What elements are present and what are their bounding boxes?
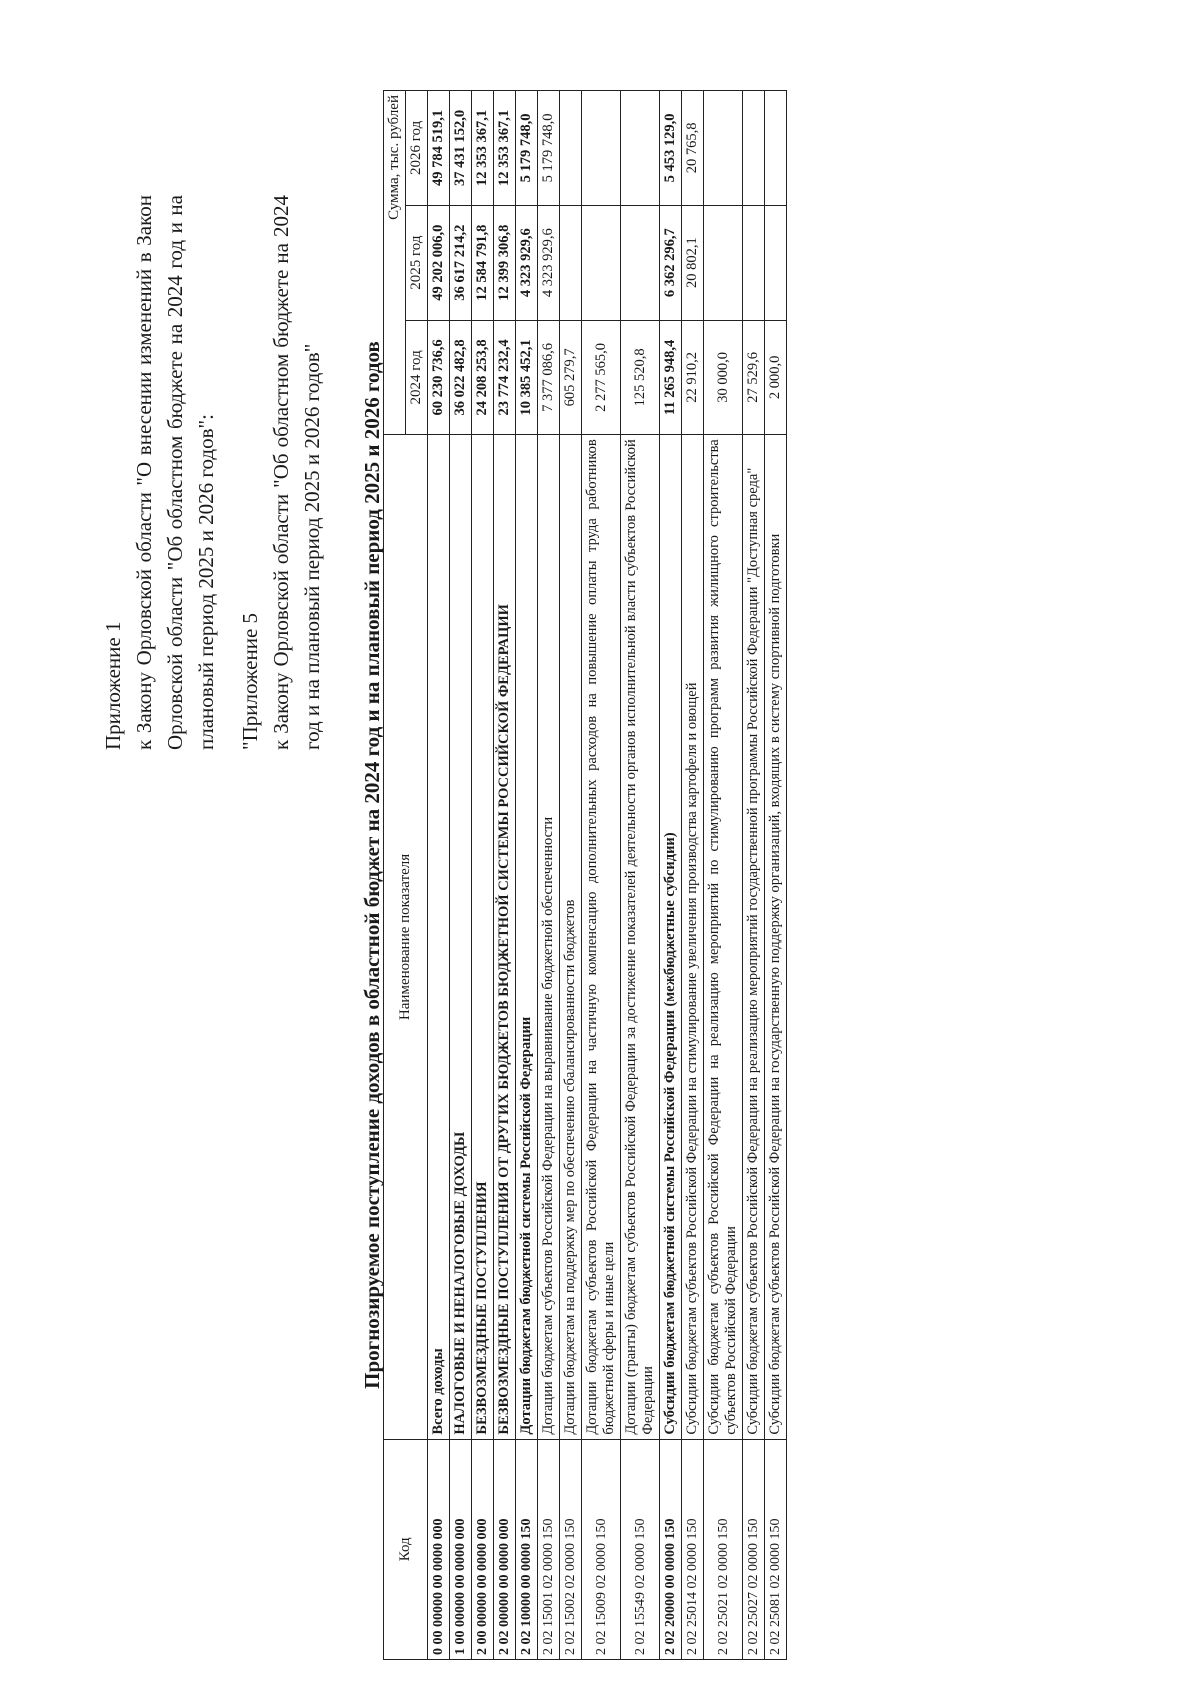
table-row xyxy=(450,91,472,1660)
table-cell-name: Субсидии бюджетам субъектов Российской Федерации на реализацию мероприятий государственной программы Российской Федерации "Доступная среда" xyxy=(743,435,765,1439)
table-cell-name: Дотации бюджетам субъектов Российской Федерации на выравнивание бюджетной обеспеченности xyxy=(538,435,560,1439)
table-header-row xyxy=(384,91,406,1660)
table-cell-2025 xyxy=(765,205,787,320)
table-cell-code: 2 00 00000 00 0000 000 xyxy=(472,1439,494,1659)
table-cell-2024: 10 385 452,1 xyxy=(516,320,538,435)
table-cell-2026 xyxy=(582,91,621,206)
header-year-2025: 2025 год xyxy=(406,205,428,320)
table-cell-name: Субсидии бюджетам субъектов Российской Федерации на государственную поддержку организаций, входящих в систему спортивной подготовки xyxy=(765,435,787,1439)
table-cell-code: 2 02 15001 02 0000 150 xyxy=(538,1439,560,1659)
table-cell-2026 xyxy=(704,91,743,206)
document-title: Прогнозируемое поступление доходов в областной бюджет на 2024 год и на плановый период 2025 и 2026 годов xyxy=(360,341,384,1389)
header-sum: Сумма, тыс. рублей xyxy=(384,91,406,435)
table-cell-2026: 5 179 748,0 xyxy=(538,91,560,206)
table-cell-2024: 27 529,6 xyxy=(743,320,765,435)
table-cell-2024: 36 022 482,8 xyxy=(450,320,472,435)
table-cell-2025: 12 399 306,8 xyxy=(494,205,516,320)
table-row xyxy=(743,91,765,1660)
table-row xyxy=(538,91,560,1660)
table-cell-name: БЕЗВОЗМЕЗДНЫЕ ПОСТУПЛЕНИЯ ОТ ДРУГИХ БЮДЖЕТОВ БЮДЖЕТНОЙ СИСТЕМЫ РОССИЙСКОЙ ФЕДЕРАЦИИ xyxy=(494,435,516,1439)
table-cell-2024: 22 910,2 xyxy=(682,320,704,435)
table-row xyxy=(494,91,516,1660)
table-row xyxy=(704,91,743,1660)
table-row xyxy=(765,91,787,1660)
table-row xyxy=(428,91,450,1660)
table-cell-name: Субсидии бюджетам субъектов Российской Федерации на стимулирование увеличения производства картофеля и овощей xyxy=(682,435,704,1439)
table-row xyxy=(682,91,704,1660)
table-cell-2026: 12 353 367,1 xyxy=(472,91,494,206)
table-row xyxy=(582,91,621,1660)
table-cell-code: 1 00 00000 00 0000 000 xyxy=(450,1439,472,1659)
table-cell-code: 0 00 00000 00 0000 000 xyxy=(428,1439,450,1659)
table-cell-2026: 5 453 129,0 xyxy=(660,91,682,206)
appendix-5-title: "Приложение 5 xyxy=(238,612,262,750)
table-cell-2026 xyxy=(621,91,660,206)
header-year-2024: 2024 год xyxy=(406,320,428,435)
table-row xyxy=(660,91,682,1660)
table-cell-code: 2 02 20000 00 0000 150 xyxy=(660,1439,682,1659)
table-cell-name: Всего доходы xyxy=(428,435,450,1439)
revenue-table xyxy=(383,90,787,1660)
table-cell-2024: 23 774 232,4 xyxy=(494,320,516,435)
table-cell-name: НАЛОГОВЫЕ И НЕНАЛОГОВЫЕ ДОХОДЫ xyxy=(450,435,472,1439)
table-cell-code: 2 02 25081 02 0000 150 xyxy=(765,1439,787,1659)
table-cell-2025 xyxy=(560,205,582,320)
table-row xyxy=(472,91,494,1660)
table-cell-2025 xyxy=(704,205,743,320)
table-cell-2024: 2 277 565,0 xyxy=(582,320,621,435)
table-cell-code: 2 02 15002 02 0000 150 xyxy=(560,1439,582,1659)
table-row xyxy=(560,91,582,1660)
table-cell-2024: 60 230 736,6 xyxy=(428,320,450,435)
table-cell-2025: 12 584 791,8 xyxy=(472,205,494,320)
table-cell-2026: 37 431 152,0 xyxy=(450,91,472,206)
table-cell-2026: 12 353 367,1 xyxy=(494,91,516,206)
table-cell-2026: 5 179 748,0 xyxy=(516,91,538,206)
table-cell-2025: 20 802,1 xyxy=(682,205,704,320)
appendix-1-title: Приложение 1 xyxy=(101,621,125,750)
table-cell-2024: 7 377 086,6 xyxy=(538,320,560,435)
table-cell-2025 xyxy=(582,205,621,320)
table-cell-2024: 24 208 253,8 xyxy=(472,320,494,435)
table-cell-2025: 4 323 929,6 xyxy=(538,205,560,320)
document-header xyxy=(60,70,324,1660)
table-cell-2024: 125 520,8 xyxy=(621,320,660,435)
table-cell-code: 2 02 25027 02 0000 150 xyxy=(743,1439,765,1659)
table-cell-name: БЕЗВОЗМЕЗДНЫЕ ПОСТУПЛЕНИЯ xyxy=(472,435,494,1439)
table-cell-2025 xyxy=(743,205,765,320)
table-cell-name: Субсидии бюджетам субъектов Российской Федерации на реализацию мероприятий по стимулированию программ развития жилищного строительства субъектов Российской Федерации xyxy=(704,435,743,1439)
table-cell-name: Дотации (гранты) бюджетам субъектов Российской Федерации за достижение показателей деятельности органов исполнительной власти субъектов Российской Федерации xyxy=(621,435,660,1439)
table-cell-2025: 4 323 929,6 xyxy=(516,205,538,320)
table-cell-2026 xyxy=(560,91,582,206)
table-cell-name: Дотации бюджетам бюджетной системы Российской Федерации xyxy=(516,435,538,1439)
table-cell-2024: 11 265 948,4 xyxy=(660,320,682,435)
table-cell-2025: 36 617 214,2 xyxy=(450,205,472,320)
table-cell-code: 2 02 15549 02 0000 150 xyxy=(621,1439,660,1659)
table-cell-2024: 605 279,7 xyxy=(560,320,582,435)
header-year-2026: 2026 год xyxy=(406,91,428,206)
table-cell-2025: 6 362 296,7 xyxy=(660,205,682,320)
table-cell-code: 2 02 15009 02 0000 150 xyxy=(582,1439,621,1659)
table-cell-2026: 49 784 519,1 xyxy=(428,91,450,206)
table-row xyxy=(516,91,538,1660)
table-row xyxy=(621,91,660,1660)
table-cell-2024: 30 000,0 xyxy=(704,320,743,435)
table-cell-2025 xyxy=(621,205,660,320)
table-cell-2026: 20 765,8 xyxy=(682,91,704,206)
table-cell-2025: 49 202 006,0 xyxy=(428,205,450,320)
table-cell-name: Субсидии бюджетам бюджетной системы Российской Федерации (межбюджетные субсидии) xyxy=(660,435,682,1439)
table-cell-2024: 2 000,0 xyxy=(765,320,787,435)
table-cell-name: Дотации бюджетам субъектов Российской Федерации на частичную компенсацию дополнительных расходов на повышение оплаты труда работников бюджетной сферы и иные цели xyxy=(582,435,621,1439)
table-cell-name: Дотации бюджетам на поддержку мер по обеспечению сбалансированности бюджетов xyxy=(560,435,582,1439)
appendix-1-reference xyxy=(98,195,222,750)
appendix-1-text: к Закону Орловской области "О внесении изменений в Закон Орловской области "Об областном бюджете на 2024 год и на плановый период 2025 и 2026 годов": xyxy=(132,195,218,750)
header-code: Код xyxy=(384,1439,428,1659)
appendix-5-text: к Закону Орловской области "Об областном бюджете на 2024 год и на плановый период 2025 и 2026 годов" xyxy=(269,195,324,750)
rotated-content xyxy=(60,70,1100,1660)
table-body xyxy=(428,91,787,1660)
table-cell-code: 2 02 25014 02 0000 150 xyxy=(682,1439,704,1659)
table-cell-2026 xyxy=(743,91,765,206)
header-name: Наименование показателя xyxy=(384,435,428,1439)
table-cell-code: 2 02 00000 00 0000 000 xyxy=(494,1439,516,1659)
appendix-5-reference xyxy=(235,195,328,750)
table-cell-code: 2 02 10000 00 0000 150 xyxy=(516,1439,538,1659)
table-cell-2026 xyxy=(765,91,787,206)
table-cell-code: 2 02 25021 02 0000 150 xyxy=(704,1439,743,1659)
